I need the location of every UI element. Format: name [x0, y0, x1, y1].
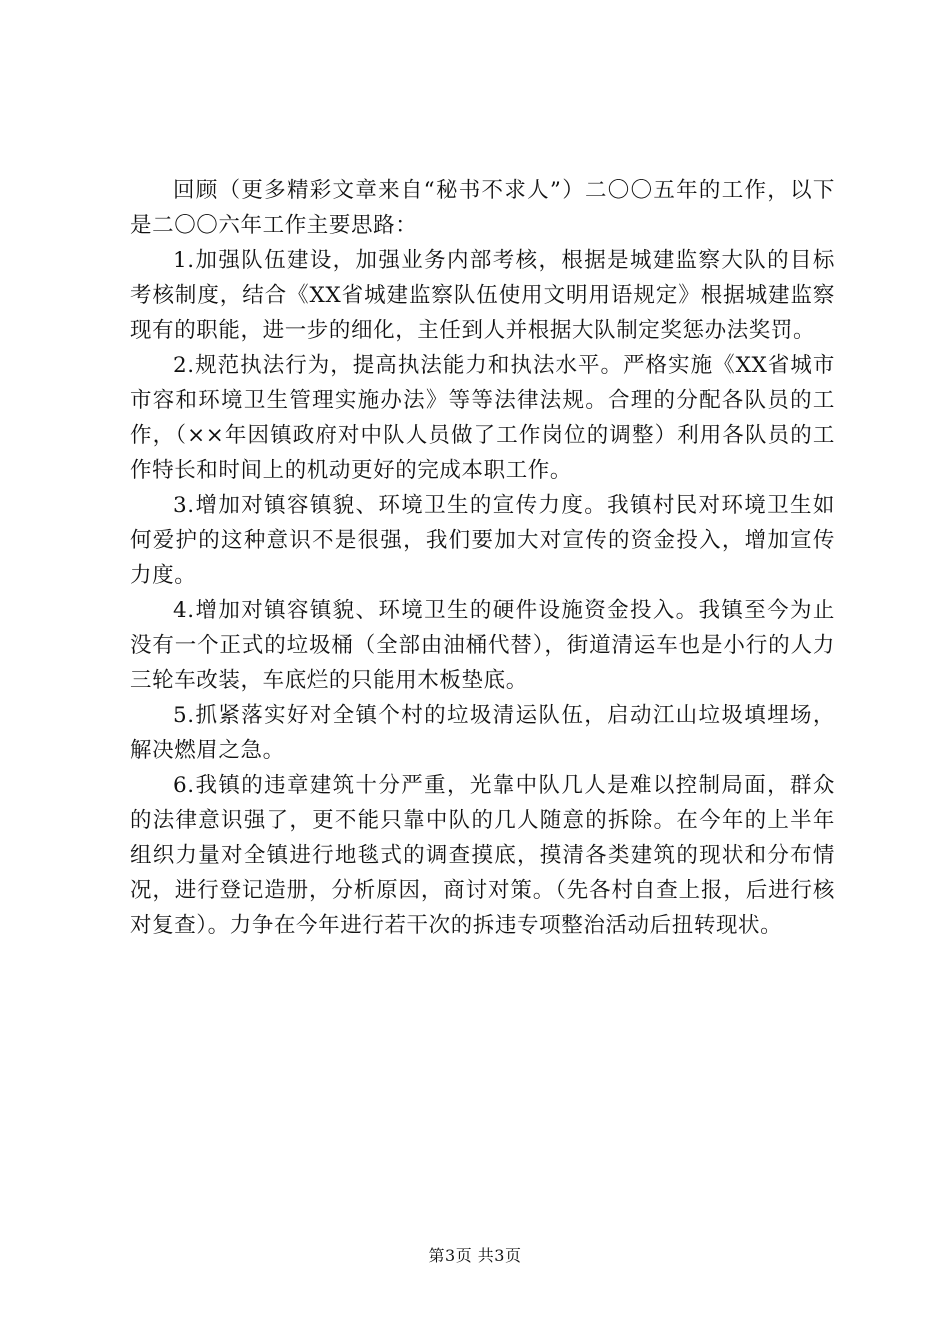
- page-footer: 第3页 共3页: [428, 1246, 522, 1265]
- point-1-paragraph: 1.加强队伍建设，加强业务内部考核，根据是城建监察大队的目标考核制度，结合《XX省城建监察队伍使用文明用语规定》根据城建监察现有的职能，进一步的细化，主任到人并根据大队制定奖惩办法奖罚。: [130, 248, 835, 343]
- point-5-paragraph: 5.抓紧落实好对全镇个村的垃圾清运队伍，启动江山垃圾填埋场，解决燃眉之急。: [130, 703, 835, 763]
- point-6-paragraph: 6.我镇的违章建筑十分严重，光靠中队几人是难以控制局面，群众的法律意识强了，更不能只靠中队的几人随意的拆除。在今年的上半年组织力量对全镇进行地毯式的调查摸底，摸清各类建筑的现状和分布情况，进行登记造册，分析原因，商讨对策。（先各村自查上报，后进行核对复查）。力争在今年进行若干次的拆违专项整治活动后扭转现状。: [130, 773, 835, 938]
- intro-paragraph: 回顾（更多精彩文章来自“秘书不求人”）二〇〇五年的工作，以下是二〇〇六年工作主要思路：: [130, 178, 835, 238]
- point-4-paragraph: 4.增加对镇容镇貌、环境卫生的硬件设施资金投入。我镇至今为止没有一个正式的垃圾桶（全部由油桶代替），街道清运车也是小行的人力三轮车改装，车底烂的只能用木板垫底。: [130, 598, 835, 693]
- document-body: [130, 173, 835, 943]
- point-2-paragraph: 2.规范执法行为，提高执法能力和执法水平。严格实施《XX省城市市容和环境卫生管理实施办法》等等法律法规。合理的分配各队员的工作，（××年因镇政府对中队人员做了工作岗位的调整）利用各队员的工作特长和时间上的机动更好的完成本职工作。: [130, 353, 835, 483]
- point-3-paragraph: 3.增加对镇容镇貌、环境卫生的宣传力度。我镇村民对环境卫生如何爱护的这种意识不是很强，我们要加大对宣传的资金投入，增加宣传力度。: [130, 493, 835, 588]
